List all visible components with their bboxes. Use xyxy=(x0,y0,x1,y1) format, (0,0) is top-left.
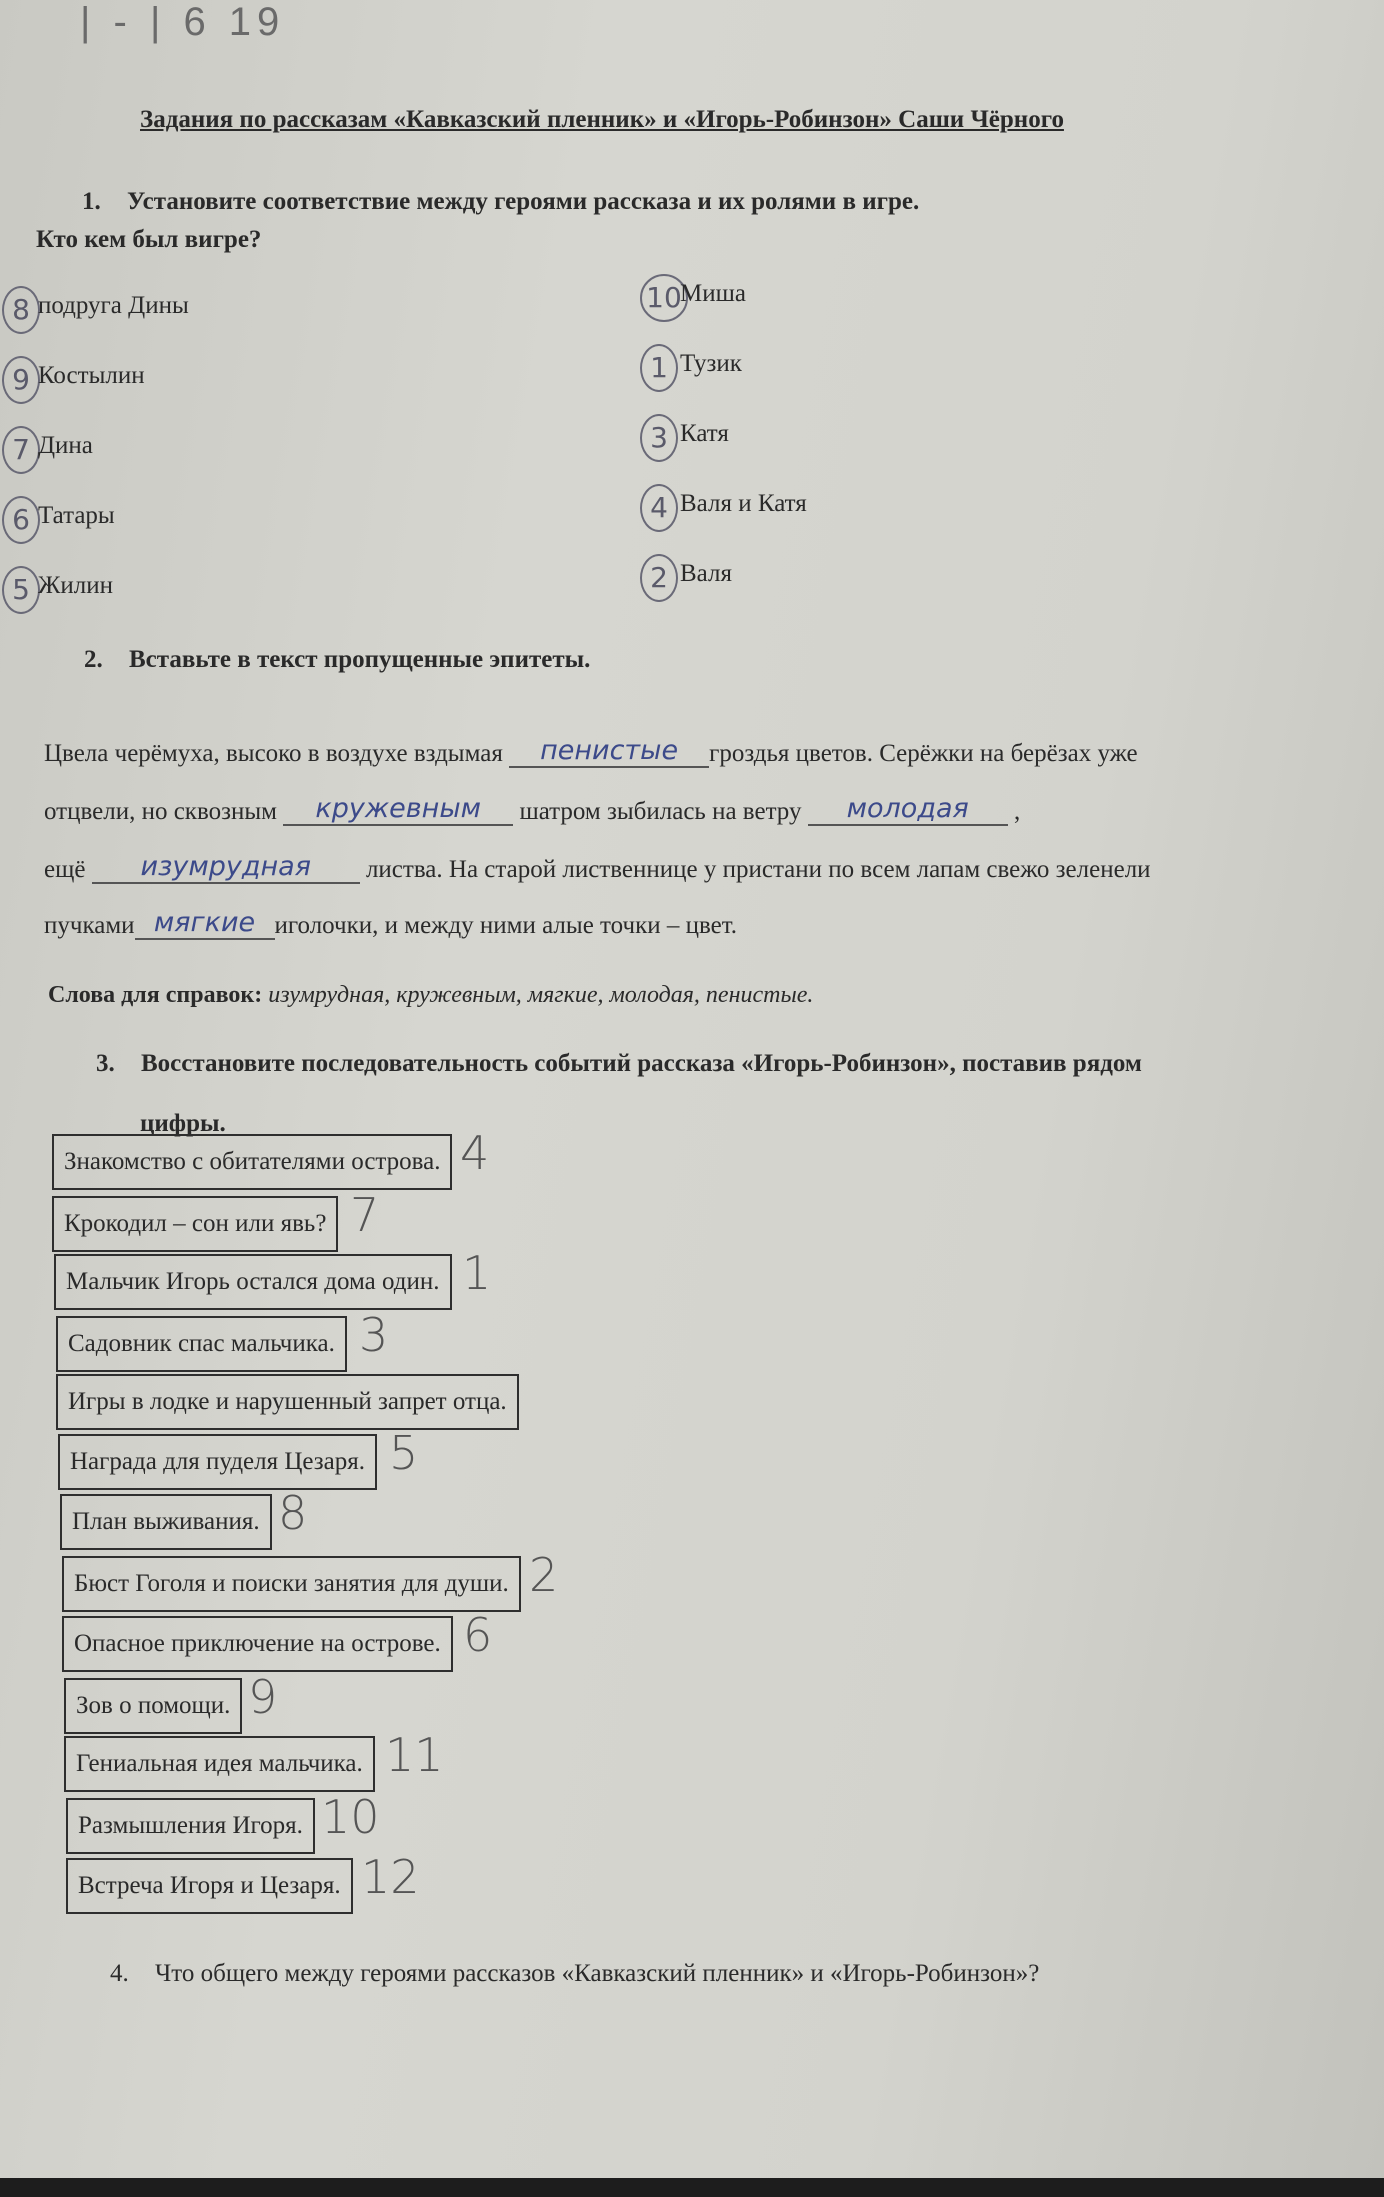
task2-line4 xyxy=(44,907,738,940)
event-label: Бюст Гоголя и поиски занятия для души. xyxy=(74,1570,509,1597)
match-mark: 3 xyxy=(640,414,678,462)
task2-blank-1[interactable] xyxy=(509,735,709,768)
task2-text: Цвела черёмуха, высоко в воздухе вздымая xyxy=(44,740,503,767)
task2-answer-3: молодая xyxy=(846,793,969,824)
task2-text: шатром зыбилась на ветру xyxy=(519,798,802,825)
event-order-number: 5 xyxy=(389,1426,419,1480)
task4-title: Что общего между героями рассказов «Кавказский пленник» и «Игорь-Робинзон»? xyxy=(155,1960,1040,1987)
event-order-number: 9 xyxy=(248,1670,278,1724)
event-box[interactable] xyxy=(56,1374,519,1430)
event-order-number: 7 xyxy=(350,1188,380,1242)
event-box[interactable] xyxy=(64,1678,242,1734)
bottom-edge xyxy=(0,2178,1384,2197)
task2-title: Вставьте в текст пропущенные эпитеты. xyxy=(129,646,591,673)
event-order-number: 3 xyxy=(359,1308,389,1362)
task2-text: , xyxy=(1013,798,1021,825)
match-mark: 8 xyxy=(2,286,40,334)
event-label: Мальчик Игорь остался дома один. xyxy=(66,1268,440,1295)
event-order-number: 6 xyxy=(463,1608,493,1662)
task2-blank-3[interactable] xyxy=(808,793,1008,826)
role-label: Валя и Катя xyxy=(680,490,807,517)
event-box[interactable] xyxy=(56,1316,347,1372)
role-label: Валя xyxy=(680,560,732,587)
task2-text: ещё xyxy=(44,856,86,883)
task2-blank-5[interactable] xyxy=(135,907,275,940)
reference-words: изумрудная, кружевным, мягкие, молодая, пенистые. xyxy=(268,982,814,1008)
match-mark: 10 xyxy=(640,274,688,322)
event-box[interactable] xyxy=(60,1494,272,1550)
event-box[interactable] xyxy=(54,1254,452,1310)
task1-number: 1. xyxy=(82,188,101,215)
event-box[interactable] xyxy=(52,1196,338,1252)
task4-heading xyxy=(110,1960,1039,1988)
task2-blank-2[interactable] xyxy=(283,793,513,826)
match-mark: 9 xyxy=(2,356,40,404)
task3-title: Восстановите последовательность событий рассказа «Игорь-Робинзон», поставив рядом xyxy=(141,1050,1142,1077)
event-order-number: 2 xyxy=(529,1548,559,1602)
event-label: Крокодил – сон или явь? xyxy=(64,1210,327,1237)
task2-answer-1: пенистые xyxy=(540,735,679,766)
event-label: Награда для пуделя Цезаря. xyxy=(70,1448,366,1475)
event-order-number: 11 xyxy=(385,1728,444,1782)
role-label: Катя xyxy=(680,420,729,447)
role-label: Миша xyxy=(680,280,746,307)
event-label: Гениальная идея мальчика. xyxy=(76,1750,363,1777)
header-scrawl: | - | 6 19 xyxy=(80,0,286,44)
event-label: Знакомство с обитателями острова. xyxy=(64,1148,441,1175)
match-mark: 5 xyxy=(2,566,40,614)
hero-label: Костылин xyxy=(38,362,145,389)
event-order-number: 4 xyxy=(460,1126,490,1180)
task1-heading xyxy=(82,188,919,216)
task3-heading xyxy=(96,1050,1142,1078)
hero-label: подруга Дины xyxy=(38,292,189,319)
event-box[interactable] xyxy=(62,1556,521,1612)
role-label: Тузик xyxy=(680,350,742,377)
task2-text: гроздья цветов. Серёжки на берёзах уже xyxy=(709,740,1138,767)
task2-line1 xyxy=(44,735,1138,768)
task2-reference-words xyxy=(48,982,813,1009)
event-box[interactable] xyxy=(62,1616,453,1672)
event-order-number: 8 xyxy=(278,1486,308,1540)
task3-title-line2: цифры. xyxy=(140,1110,226,1137)
event-label: План выживания. xyxy=(72,1508,260,1535)
task2-text: иголочки, и между ними алые точки – цвет. xyxy=(274,912,738,939)
match-mark: 4 xyxy=(640,484,678,532)
match-mark: 1 xyxy=(640,344,678,392)
event-box[interactable] xyxy=(58,1434,377,1490)
task4-number: 4. xyxy=(110,1960,129,1987)
reference-label: Слова для справок: xyxy=(48,982,263,1008)
hero-label: Жилин xyxy=(38,572,114,599)
page-title: Задания по рассказам «Кавказский пленник» и «Игорь-Робинзон» Саши Чёрного xyxy=(140,106,1064,133)
task2-heading xyxy=(84,646,590,674)
task2-answer-4: изумрудная xyxy=(140,851,311,882)
task2-line3 xyxy=(44,851,1151,884)
hero-label: Дина xyxy=(38,432,93,459)
event-label: Размышления Игоря. xyxy=(78,1812,303,1839)
task2-number: 2. xyxy=(84,646,103,673)
event-box[interactable] xyxy=(66,1798,315,1854)
event-label: Опасное приключение на острове. xyxy=(74,1630,441,1657)
hero-label: Татары xyxy=(38,502,115,529)
event-label: Игры в лодке и нарушенный запрет отца. xyxy=(68,1388,507,1415)
task2-text: отцвели, но сквозным xyxy=(44,798,277,825)
task2-answer-5: мягкие xyxy=(153,907,256,938)
task3-number: 3. xyxy=(96,1050,115,1077)
match-mark: 2 xyxy=(640,554,678,602)
event-box[interactable] xyxy=(52,1134,452,1190)
event-label: Встреча Игоря и Цезаря. xyxy=(78,1872,341,1899)
task2-answer-2: кружевным xyxy=(315,793,482,824)
task1-title: Установите соответствие между героями рассказа и их ролями в игре. xyxy=(127,188,920,215)
event-order-number: 1 xyxy=(462,1246,492,1300)
event-box[interactable] xyxy=(66,1858,353,1914)
event-order-number: 10 xyxy=(321,1790,380,1844)
task2-blank-4[interactable] xyxy=(92,851,360,884)
event-label: Зов о помощи. xyxy=(76,1692,231,1719)
task2-text: пучками xyxy=(44,912,135,939)
task2-line2 xyxy=(44,793,1021,826)
task1-subtitle: Кто кем был вигре? xyxy=(36,226,262,253)
match-mark: 7 xyxy=(2,426,40,474)
event-box[interactable] xyxy=(64,1736,375,1792)
event-order-number: 12 xyxy=(361,1850,420,1904)
match-mark: 6 xyxy=(2,496,40,544)
task2-text: листва. На старой лиственнице у пристани по всем лапам свежо зеленели xyxy=(365,856,1151,883)
event-label: Садовник спас мальчика. xyxy=(68,1330,335,1357)
